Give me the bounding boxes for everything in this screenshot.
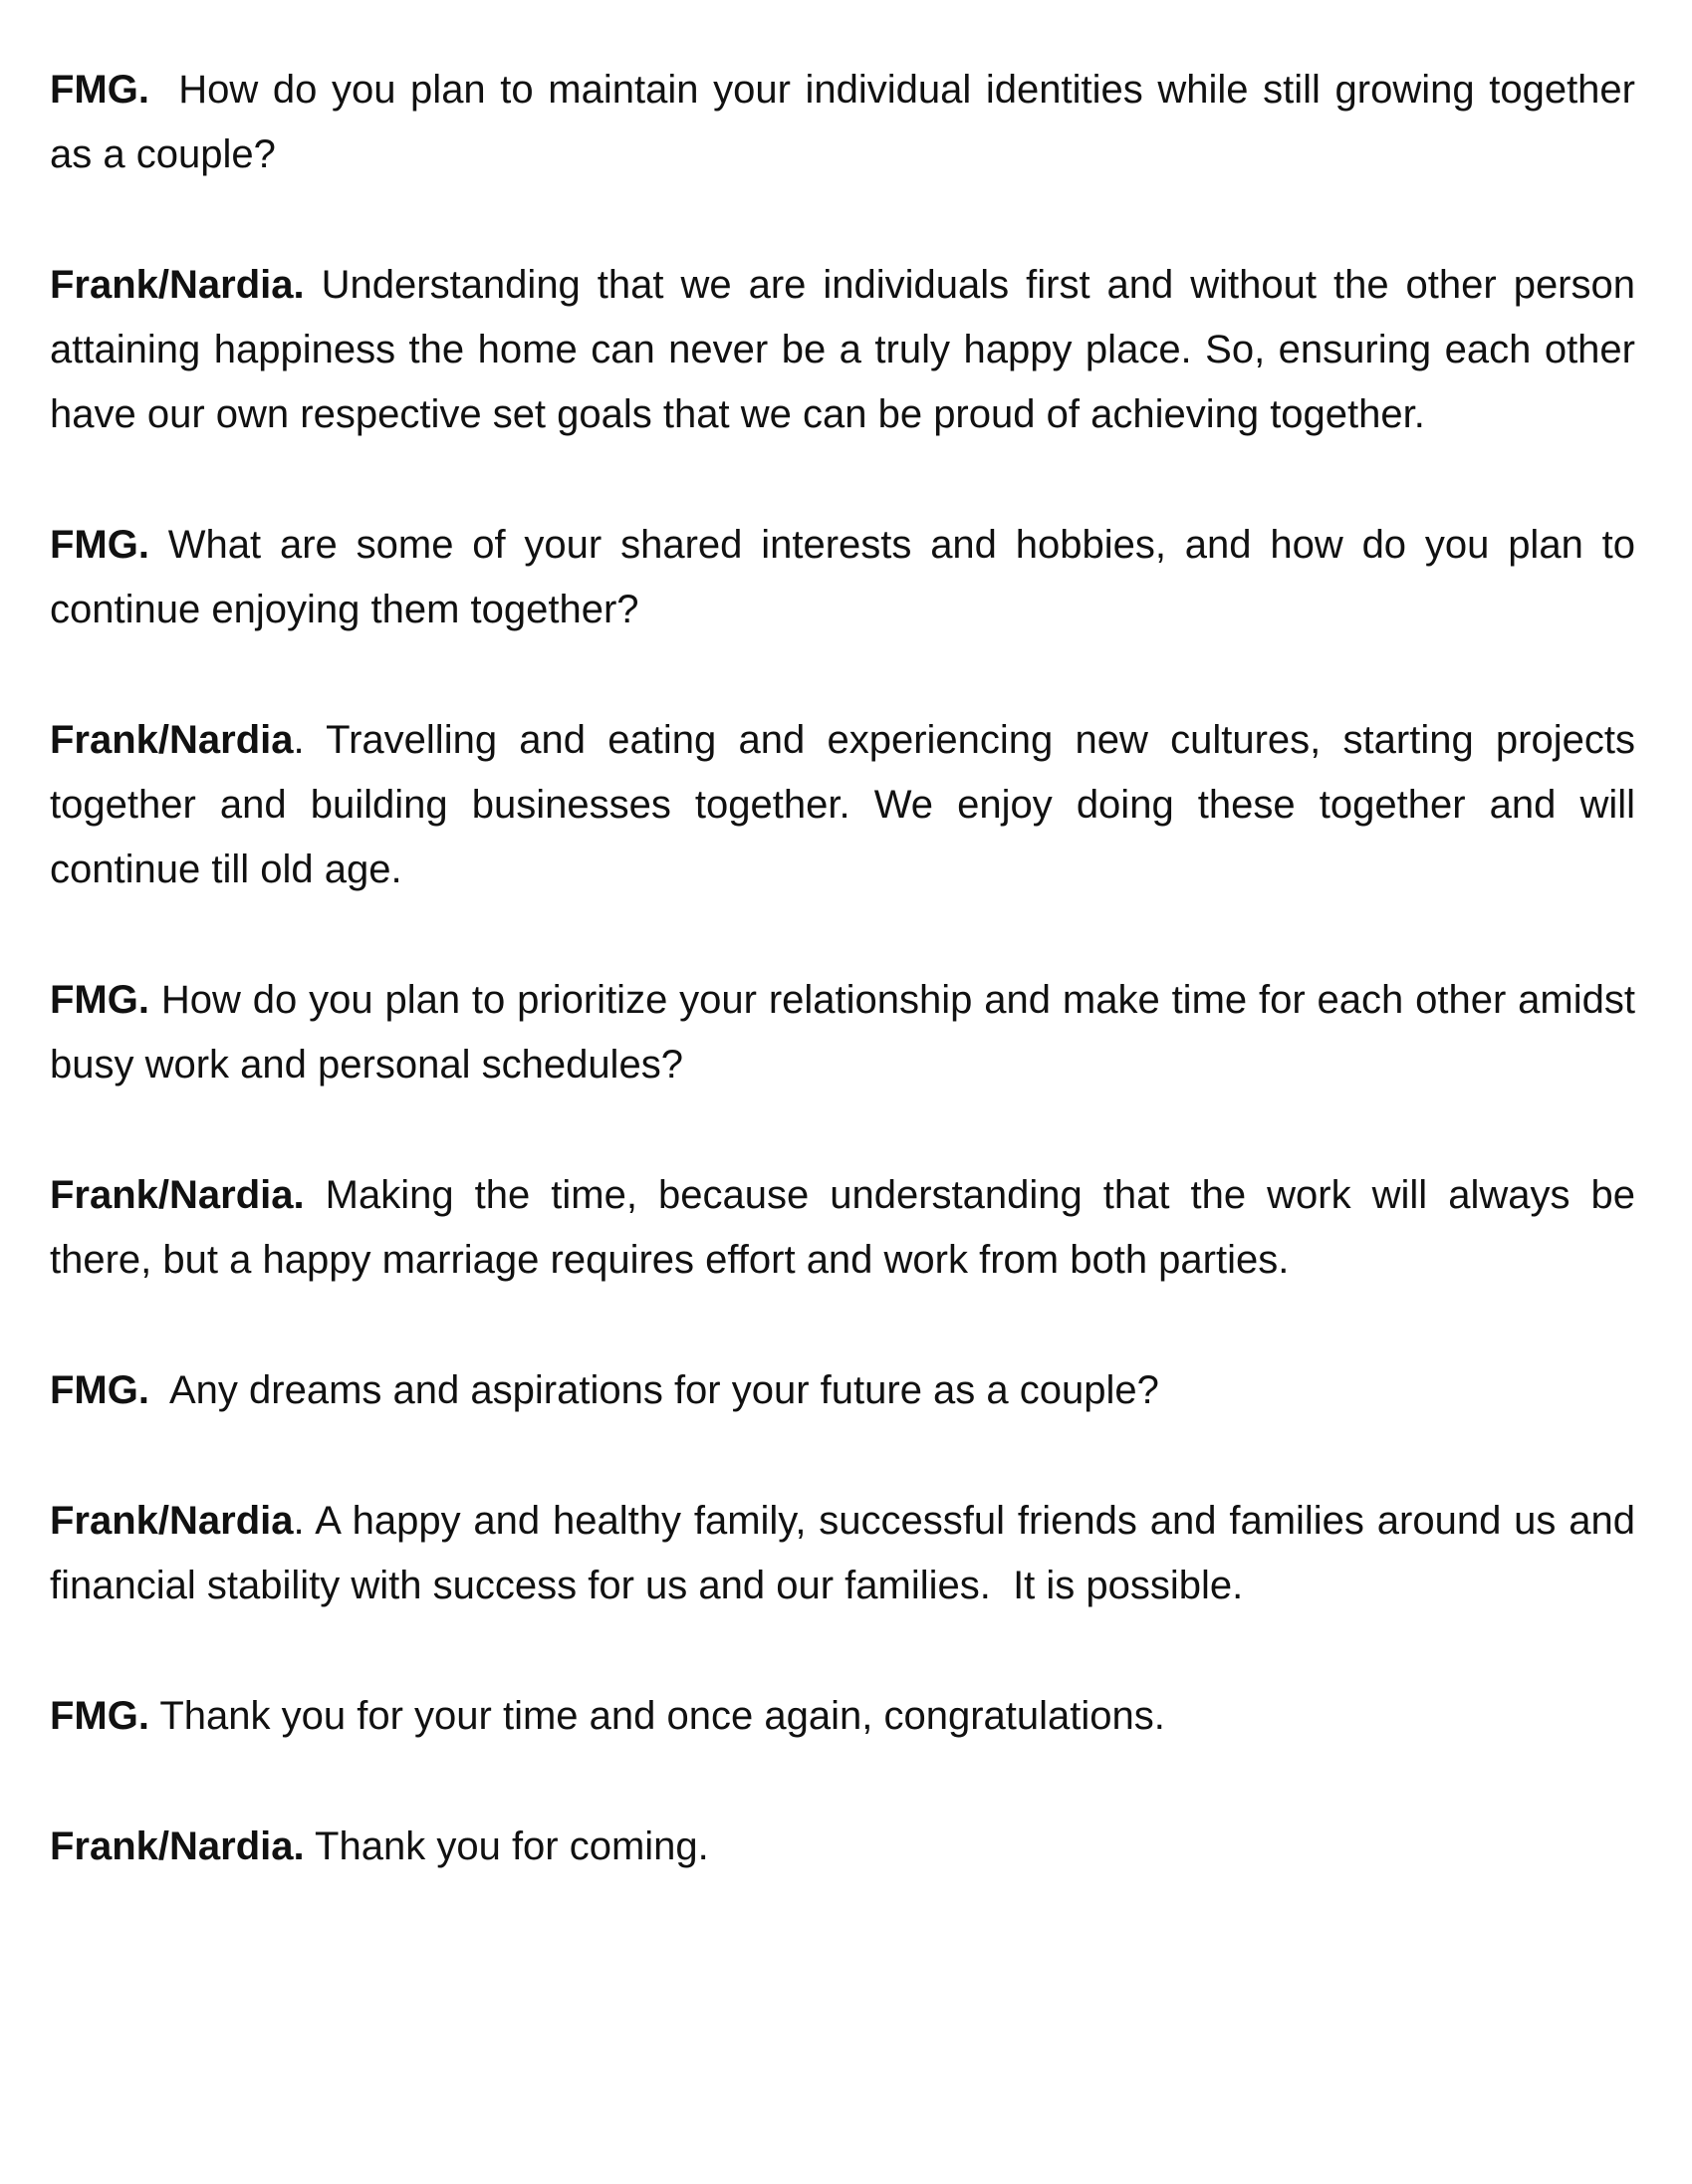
paragraph-text: Thank you for coming. [304, 1824, 709, 1868]
question-priorities [50, 968, 1647, 1097]
question-interests [50, 513, 1647, 642]
paragraph-text: How do you plan to maintain your individual identities while still growing together as a couple? [50, 68, 1647, 176]
paragraph-text: Thank you for your time and once again, congratulations. [148, 1694, 1165, 1738]
speaker-label: Frank/Nardia. [50, 1173, 305, 1217]
paragraph-text: Making the time, because understanding that the work will always be there, but a happy marriage requires effort and work from both parties. [50, 1173, 1647, 1282]
paragraph-text: . Travelling and eating and experiencing new cultures, starting projects together and building businesses together. We enjoy doing these together and will continue till old age. [50, 718, 1647, 891]
answer-dreams [50, 1489, 1647, 1618]
closing-thanks [50, 1684, 1635, 1749]
speaker-label: FMG. [50, 1368, 149, 1412]
answer-interests [50, 708, 1647, 902]
speaker-label: FMG. [50, 1694, 149, 1738]
speaker-label: Frank/Nardia. [50, 1824, 305, 1868]
answer-identities [50, 253, 1647, 447]
speaker-label: FMG. [50, 523, 149, 567]
paragraph-text: What are some of your shared interests and hobbies, and how do you plan to continue enjoying them together? [50, 523, 1647, 631]
paragraph-text: . A happy and healthy family, successful friends and families around us and financial stability with success for us and our families. It is possible. [50, 1499, 1647, 1607]
speaker-label: FMG. [50, 68, 149, 112]
speaker-label: Frank/Nardia [50, 718, 294, 762]
question-dreams [50, 1358, 1635, 1423]
paragraph-text: Any dreams and aspirations for your future as a couple? [148, 1368, 1159, 1412]
answer-priorities [50, 1163, 1647, 1293]
paragraph-text: How do you plan to prioritize your relationship and make time for each other amidst busy work and personal schedules? [50, 978, 1647, 1087]
question-identities [50, 58, 1647, 187]
speaker-label: Frank/Nardia. [50, 263, 305, 307]
interview-transcript [50, 58, 1647, 1945]
paragraph-text: Understanding that we are individuals first and without the other person attaining happiness the home can never be a truly happy place. So, ensuring each other have our own respective set goals that we can be proud of achieving together. [50, 263, 1647, 436]
speaker-label: FMG. [50, 978, 149, 1022]
speaker-label: Frank/Nardia [50, 1499, 294, 1543]
closing-reply [50, 1815, 1635, 1879]
